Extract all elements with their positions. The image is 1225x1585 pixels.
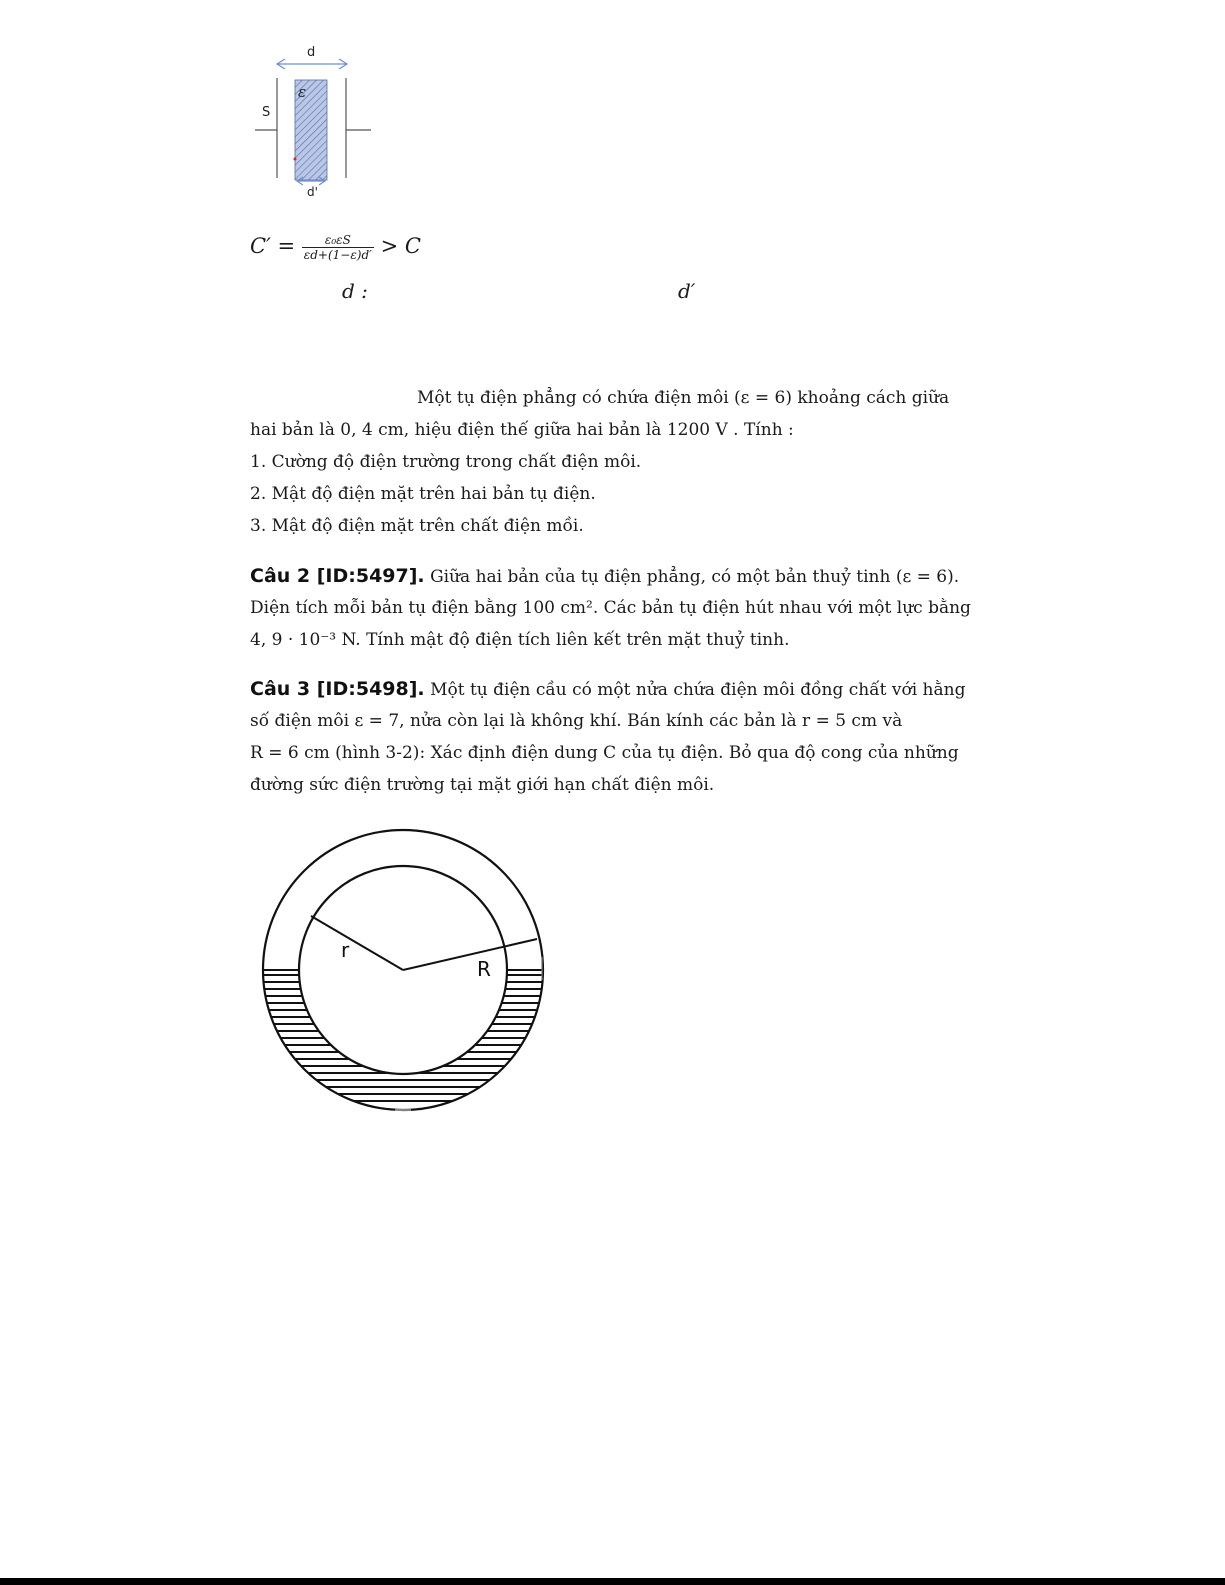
q3-title: Câu 3 [ID:5498]. — [250, 678, 425, 700]
page-bottom-border — [0, 1578, 1225, 1585]
q3-line1-row — [250, 674, 965, 705]
q1-item-1: 1. Cường độ điện trường trong chất điện môi. — [250, 452, 642, 472]
formula-rhs: > C — [380, 234, 421, 258]
label-d: d — [307, 45, 316, 60]
q1-item-2: 2. Mật độ điện mặt trên hai bản tụ điện. — [250, 484, 596, 504]
spherical-capacitor-figure — [255, 822, 555, 1117]
q2-line1-row — [250, 561, 959, 592]
label-epsilon: ε — [298, 83, 307, 101]
q2-line3: 4, 9 · 10⁻³ N. Tính mật độ điện tích liên kết trên mặt thuỷ tinh. — [250, 630, 790, 650]
label-s: S — [262, 105, 271, 120]
fragment-dprime: d′ — [678, 279, 696, 303]
capacitance-formula — [250, 233, 421, 262]
label-dprime: d' — [307, 185, 318, 199]
dielectric-hatching — [255, 975, 555, 1101]
q3-line4: đường sức điện trường tại mặt giới hạn chất điện môi. — [250, 775, 715, 795]
q1-line2: hai bản là 0, 4 cm, hiệu điện thế giữa hai bản là 1200 V . Tính : — [250, 420, 794, 440]
q3-line3: R = 6 cm (hình 3-2): Xác định điện dung C của tụ điện. Bỏ qua độ cong của những — [250, 743, 959, 763]
formula-numerator: ε₀εS — [302, 233, 374, 248]
label-R: R — [477, 957, 491, 981]
capacitor-slab-figure — [245, 38, 385, 208]
fragment-d: d : — [342, 279, 368, 303]
label-r: r — [341, 938, 350, 962]
q3-line1: Một tụ điện cầu có một nửa chứa điện môi đồng chất với hằng — [430, 680, 966, 700]
formula-denominator: εd+(1−ε)d′ — [303, 248, 372, 262]
radius-R-line — [403, 939, 537, 970]
formula-fraction — [302, 233, 374, 262]
q2-title: Câu 2 [ID:5497]. — [250, 565, 425, 587]
q2-line1: Giữa hai bản của tụ điện phẳng, có một bản thuỷ tinh (ε = 6). — [430, 567, 960, 587]
q1-item-3: 3. Mật độ điện mặt trên chất điện mồi. — [250, 516, 584, 536]
radius-r-line — [311, 916, 403, 970]
q1-line1: Một tụ điện phẳng có chứa điện môi (ε = 6) khoảng cách giữa — [417, 388, 950, 408]
q2-line2: Diện tích mỗi bản tụ điện bằng 100 cm². Các bản tụ điện hút nhau với một lực bằng — [250, 598, 971, 618]
formula-lhs: C′ = — [250, 234, 296, 258]
q3-line2: số điện môi ε = 7, nửa còn lại là không khí. Bán kính các bản là r = 5 cm và — [250, 711, 903, 731]
